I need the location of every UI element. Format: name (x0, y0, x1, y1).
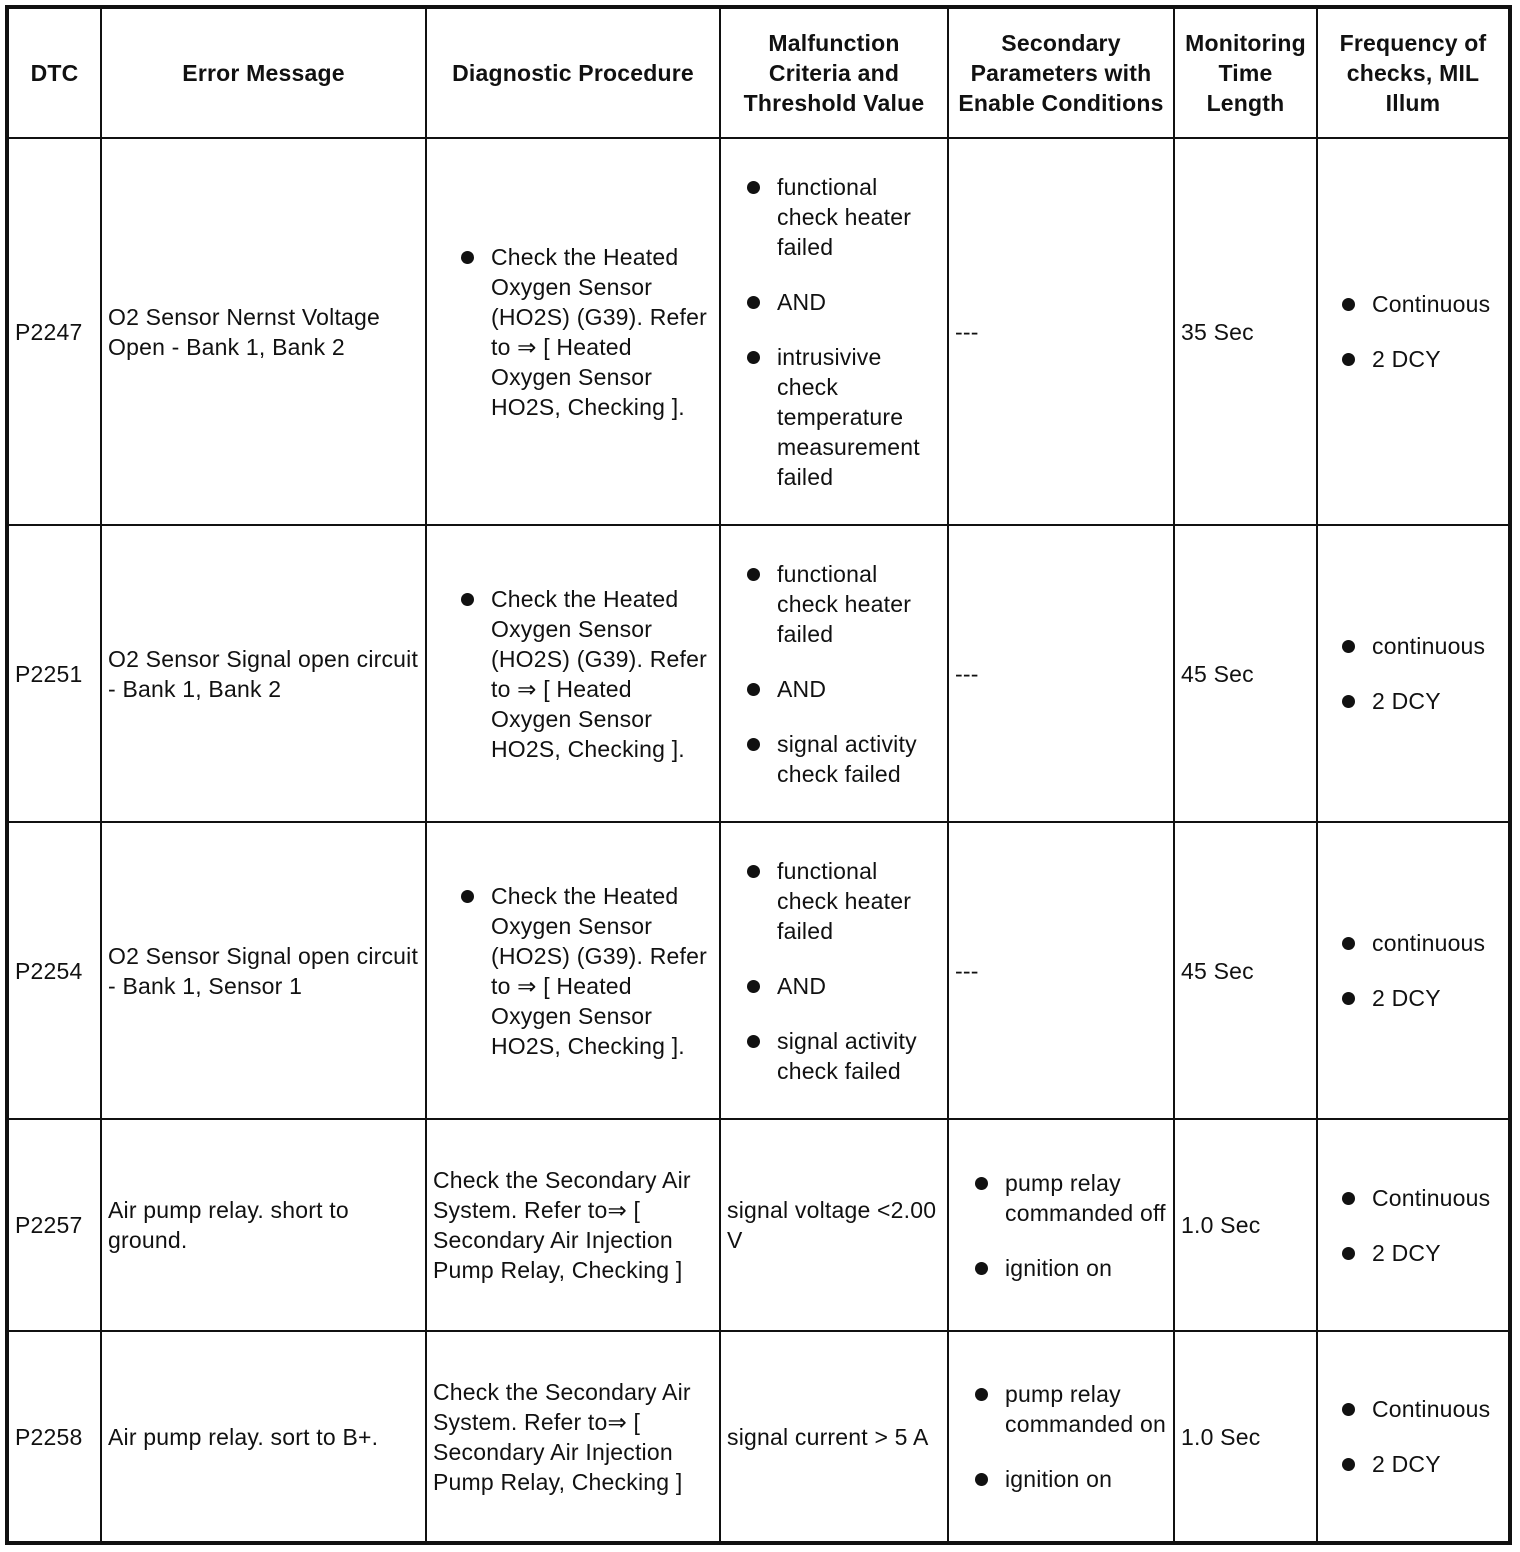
header-diagnostic-procedure: Diagnostic Procedure (426, 7, 720, 138)
frequency (1317, 822, 1510, 1119)
header-monitoring-time: Monitoring Time Length (1174, 7, 1317, 138)
header-dtc: DTC (7, 7, 101, 138)
table-row (7, 822, 1510, 1119)
monitoring-time: 1.0 Sec (1174, 1119, 1317, 1331)
malfunction-criteria: signal current > 5 A (720, 1331, 948, 1543)
error-message: Air pump relay. short to ground. (101, 1119, 426, 1331)
secondary-item: ignition on (955, 1464, 1167, 1494)
monitoring-time: 45 Sec (1174, 525, 1317, 822)
frequency-item: Continuous (1324, 289, 1502, 319)
criteria-item: AND (727, 971, 941, 1001)
dtc-code: P2251 (7, 525, 101, 822)
criteria-item: functional check heater failed (727, 172, 941, 262)
header-frequency: Frequency of checks, MIL Illum (1317, 7, 1510, 138)
table-row (7, 1331, 1510, 1543)
secondary-item: pump relay commanded on (955, 1379, 1167, 1439)
malfunction-criteria (720, 822, 948, 1119)
diagnostic-procedure: Check the Secondary Air System. Refer to⇒ [ Secondary Air Injection Pump Relay, Checking ] (426, 1119, 720, 1331)
diagnostic-procedure (426, 822, 720, 1119)
secondary-item: ignition on (955, 1253, 1167, 1283)
secondary-parameters: --- (948, 822, 1174, 1119)
frequency (1317, 1331, 1510, 1543)
criteria-item: intrusivive check temperature measurement failed (727, 342, 941, 492)
malfunction-criteria: signal voltage <2.00 V (720, 1119, 948, 1331)
secondary-parameters: --- (948, 138, 1174, 525)
header-error-message: Error Message (101, 7, 426, 138)
monitoring-time: 35 Sec (1174, 138, 1317, 525)
frequency-item: Continuous (1324, 1183, 1502, 1213)
header-malfunction-criteria: Malfunction Criteria and Threshold Value (720, 7, 948, 138)
frequency (1317, 1119, 1510, 1331)
diagnostic-procedure (426, 525, 720, 822)
dtc-code: P2258 (7, 1331, 101, 1543)
table-row (7, 525, 1510, 822)
secondary-parameters (948, 1331, 1174, 1543)
monitoring-time: 1.0 Sec (1174, 1331, 1317, 1543)
diagnostic-procedure: Check the Secondary Air System. Refer to⇒ [ Secondary Air Injection Pump Relay, Checking ] (426, 1331, 720, 1543)
frequency-item: 2 DCY (1324, 983, 1502, 1013)
error-message: Air pump relay. sort to B+. (101, 1331, 426, 1543)
procedure-item: Check the Heated Oxygen Sensor (HO2S) (G39). Refer to ⇒ [ Heated Oxygen Sensor HO2S, Checking ]. (441, 242, 713, 422)
dtc-code: P2257 (7, 1119, 101, 1331)
frequency-item: 2 DCY (1324, 1238, 1502, 1268)
frequency (1317, 138, 1510, 525)
criteria-item: functional check heater failed (727, 856, 941, 946)
criteria-item: signal activity check failed (727, 729, 941, 789)
frequency-item: 2 DCY (1324, 686, 1502, 716)
frequency-item: 2 DCY (1324, 344, 1502, 374)
frequency-item: 2 DCY (1324, 1449, 1502, 1479)
dtc-code: P2247 (7, 138, 101, 525)
procedure-item: Check the Heated Oxygen Sensor (HO2S) (G39). Refer to ⇒ [ Heated Oxygen Sensor HO2S, Checking ]. (441, 881, 713, 1061)
error-message: O2 Sensor Signal open circuit - Bank 1, Bank 2 (101, 525, 426, 822)
criteria-item: AND (727, 674, 941, 704)
frequency (1317, 525, 1510, 822)
table-row (7, 1119, 1510, 1331)
header-secondary-parameters: Secondary Parameters with Enable Conditions (948, 7, 1174, 138)
error-message: O2 Sensor Nernst Voltage Open - Bank 1, Bank 2 (101, 138, 426, 525)
diagnostic-procedure (426, 138, 720, 525)
criteria-item: AND (727, 287, 941, 317)
header-row (7, 7, 1510, 138)
frequency-item: Continuous (1324, 1394, 1502, 1424)
frequency-item: continuous (1324, 928, 1502, 958)
table-row (7, 138, 1510, 525)
procedure-item: Check the Heated Oxygen Sensor (HO2S) (G39). Refer to ⇒ [ Heated Oxygen Sensor HO2S, Checking ]. (441, 584, 713, 764)
dtc-code: P2254 (7, 822, 101, 1119)
secondary-parameters (948, 1119, 1174, 1331)
malfunction-criteria (720, 525, 948, 822)
secondary-item: pump relay commanded off (955, 1168, 1167, 1228)
secondary-parameters: --- (948, 525, 1174, 822)
frequency-item: continuous (1324, 631, 1502, 661)
criteria-item: functional check heater failed (727, 559, 941, 649)
error-message: O2 Sensor Signal open circuit - Bank 1, Sensor 1 (101, 822, 426, 1119)
malfunction-criteria (720, 138, 948, 525)
dtc-table (5, 5, 1512, 1545)
criteria-item: signal activity check failed (727, 1026, 941, 1086)
monitoring-time: 45 Sec (1174, 822, 1317, 1119)
